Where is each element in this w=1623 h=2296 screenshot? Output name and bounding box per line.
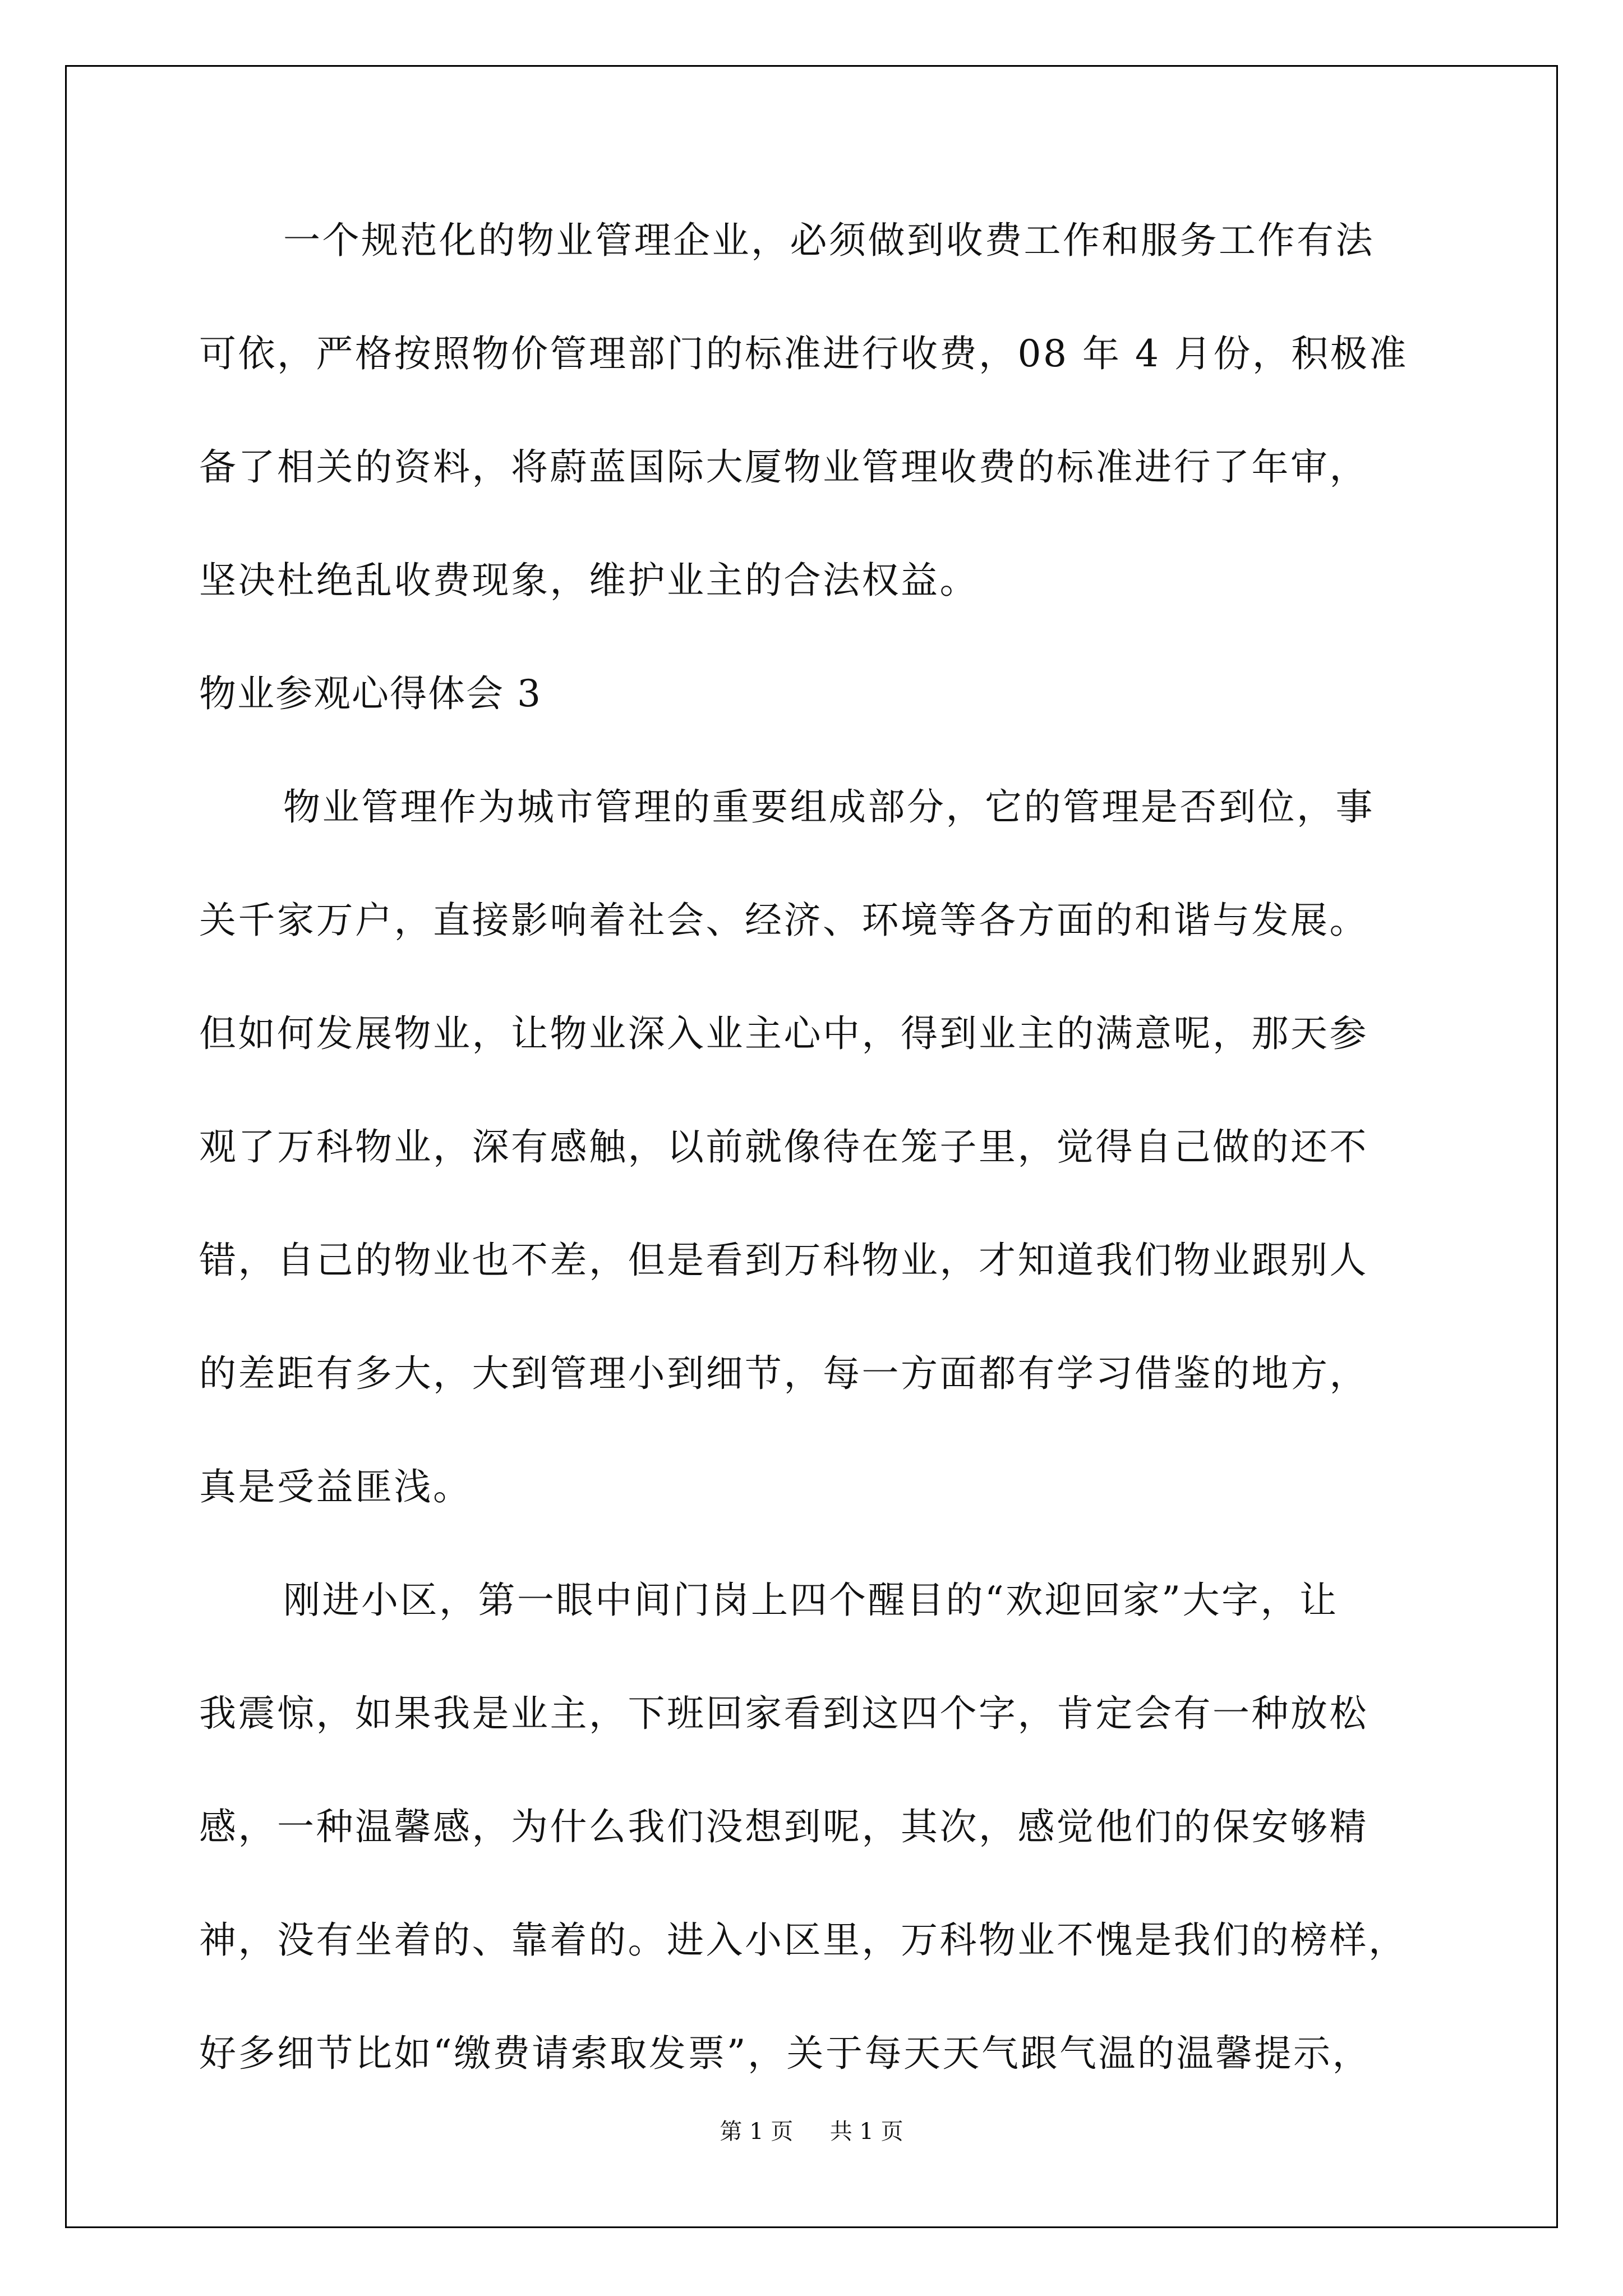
text-line: 关千家万户，直接影响着社会、经济、环境等各方面的和谐与发展。: [199, 899, 1368, 942]
text-line: 但如何发展物业，让物业深入业主心中，得到业主的满意呢，那天参: [199, 1012, 1368, 1055]
text-line: 物业管理作为城市管理的重要组成部分，它的管理是否到位，事: [283, 785, 1375, 829]
text-line: 的差距有多大，大到管理小到细节，每一方面都有学习借鉴的地方，: [199, 1352, 1368, 1395]
text-line: 神，没有坐着的、靠着的。进入小区里，万科物业不愧是我们的榜样，: [199, 1918, 1408, 1962]
text-line: 感，一种温馨感，为什么我们没想到呢，其次，感觉他们的保安够精: [199, 1805, 1368, 1848]
document-body: [199, 220, 1427, 2074]
text-line: 观了万科物业，深有感触，以前就像待在笼子里，觉得自己做的还不: [199, 1125, 1368, 1168]
section-heading: 物业参观心得体会 3: [199, 672, 542, 715]
text-line: 错，自己的物业也不差，但是看到万科物业，才知道我们物业跟别人: [199, 1239, 1368, 1282]
text-line: 备了相关的资料，将蔚蓝国际大厦物业管理收费的标准进行了年审，: [199, 445, 1368, 489]
page-footer: [0, 2118, 1623, 2145]
page-number: 第 1 页: [720, 2119, 794, 2145]
text-line: 好多细节比如“缴费请索取发票”，关于每天天气跟气温的温馨提示，: [199, 2032, 1371, 2075]
text-line: 真是受益匪浅。: [199, 1465, 472, 1508]
text-line: 坚决杜绝乱收费现象，维护业主的合法权益。: [199, 559, 979, 602]
paragraph-2: [199, 786, 1427, 1508]
text-line: 可依，严格按照物价管理部门的标准进行收费，08 年 4 月份，积极准: [199, 332, 1408, 375]
page-total: 共 1 页: [829, 2119, 903, 2145]
text-line: 刚进小区，第一眼中间门岗上四个醒目的“欢迎回家”大字，让: [283, 1579, 1339, 1622]
paragraph-1: [199, 220, 1427, 601]
text-line: 一个规范化的物业管理企业，必须做到收费工作和服务工作有法: [283, 219, 1375, 262]
paragraph-3: [199, 1580, 1427, 2074]
text-line: 我震惊，如果我是业主，下班回家看到这四个字，肯定会有一种放松: [199, 1692, 1368, 1735]
